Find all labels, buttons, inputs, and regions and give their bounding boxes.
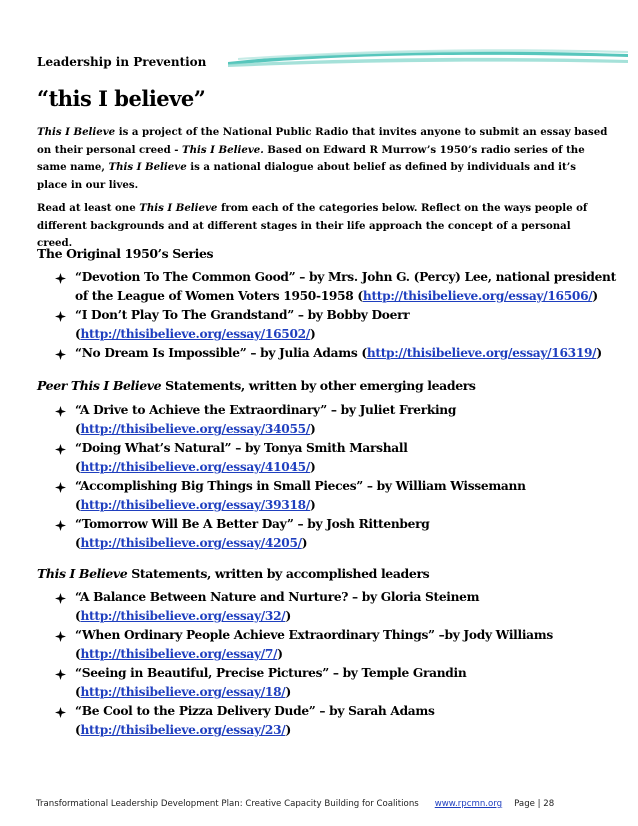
list-item xyxy=(55,702,620,740)
essay-text: “Doing What’s Natural” – by Tonya Smith Marshall ( xyxy=(75,441,408,474)
footer-url-link[interactable]: www.rpcmn.org xyxy=(434,799,503,809)
essay-link[interactable]: http://thisibelieve.org/essay/16502/ xyxy=(80,327,310,341)
diamond-bullet-icon xyxy=(55,349,66,360)
essay-list-original-series xyxy=(55,268,620,363)
intro-text-1: is a project of the National Public Radio that invites anyone to submit an essay based on their personal creed - xyxy=(37,126,608,156)
essay-text: “I Don’t Play To The Grandstand” – by Bobby Doerr ( xyxy=(75,308,410,341)
list-item xyxy=(55,268,620,306)
essay-text: “Be Cool to the Pizza Delivery Dude” – by Sarah Adams ( xyxy=(75,704,435,737)
essay-link[interactable]: http://thisibelieve.org/essay/16506/ xyxy=(362,289,593,303)
essay-list-accomplished-leaders xyxy=(55,588,620,740)
essay-list-peer-statements xyxy=(55,401,620,553)
diamond-bullet-icon xyxy=(55,406,66,417)
essay-text: “A Drive to Achieve the Extraordinary” – by Juliet Frerking ( xyxy=(75,403,457,436)
essay-close-paren: ) xyxy=(592,289,598,303)
header-title: Leadership in Prevention xyxy=(37,55,207,69)
section-heading-text: The Original 1950’s Series xyxy=(37,246,214,261)
intro-text-2: Based on Edward R Murrow’s 1950’s radio series of the same name, xyxy=(37,143,585,174)
intro-italic-1: This I Believe xyxy=(37,126,116,138)
section-heading-italic: Peer This I Believe xyxy=(37,378,162,393)
diamond-bullet-icon xyxy=(55,273,66,284)
intro-paragraph xyxy=(37,124,609,194)
footer-text: Transformational Leadership Development Plan: Creative Capacity Building for Coalitions xyxy=(36,799,419,809)
list-item xyxy=(55,626,620,664)
essay-close-paren: ) xyxy=(285,685,291,699)
essay-link[interactable]: http://thisibelieve.org/essay/18/ xyxy=(80,685,286,699)
intro-italic-2: This I Believe. xyxy=(182,143,264,156)
essay-link[interactable]: http://thisibelieve.org/essay/16319/ xyxy=(366,346,597,360)
essay-close-paren: ) xyxy=(309,460,316,474)
instructions-italic: This I Believe xyxy=(139,202,218,214)
essay-text: “Seeing in Beautiful, Precise Pictures” – by Temple Grandin ( xyxy=(75,666,467,699)
essay-link[interactable]: http://thisibelieve.org/essay/41045/ xyxy=(80,460,310,474)
essay-link[interactable]: http://thisibelieve.org/essay/7/ xyxy=(80,647,278,661)
footer-page-number: Page | 28 xyxy=(514,799,555,809)
essay-link[interactable]: http://thisibelieve.org/essay/39318/ xyxy=(80,498,310,512)
essay-close-paren: ) xyxy=(309,422,316,436)
intro-italic-3: This I Believe xyxy=(108,161,187,174)
list-item xyxy=(55,306,620,344)
essay-close-paren: ) xyxy=(596,346,602,360)
essay-close-paren: ) xyxy=(309,498,316,512)
essay-text: “Accomplishing Big Things in Small Pieces” – by William Wissemann ( xyxy=(75,479,526,512)
essay-link[interactable]: http://thisibelieve.org/essay/32/ xyxy=(80,609,286,623)
instructions-text-1: Read at least one xyxy=(37,202,140,214)
list-item xyxy=(55,515,620,553)
page-footer xyxy=(36,799,606,809)
diamond-bullet-icon xyxy=(55,482,66,493)
essay-close-paren: ) xyxy=(277,647,283,661)
section-heading-text: Statements, written by accomplished leaders xyxy=(127,566,430,581)
list-item xyxy=(55,439,620,477)
diamond-bullet-icon xyxy=(55,444,66,455)
section-heading-text: Statements, written by other emerging leaders xyxy=(161,378,476,393)
list-item xyxy=(55,664,620,702)
essay-link[interactable]: http://thisibelieve.org/essay/23/ xyxy=(80,723,286,737)
header-swoosh-decoration xyxy=(228,44,628,74)
section-heading-italic: This I Believe xyxy=(37,566,128,581)
essay-link[interactable]: http://thisibelieve.org/essay/34055/ xyxy=(80,422,310,436)
list-item xyxy=(55,401,620,439)
list-item xyxy=(55,344,620,363)
essay-close-paren: ) xyxy=(285,609,291,623)
diamond-bullet-icon xyxy=(55,593,66,604)
essay-text: “Tomorrow Will Be A Better Day” – by Josh Rittenberg ( xyxy=(75,517,430,550)
diamond-bullet-icon xyxy=(55,631,66,642)
essay-link[interactable]: http://thisibelieve.org/essay/4205/ xyxy=(80,536,302,550)
diamond-bullet-icon xyxy=(55,520,66,531)
list-item xyxy=(55,588,620,626)
essay-text: “A Balance Between Nature and Nurture? – by Gloria Steinem ( xyxy=(75,590,480,623)
list-item xyxy=(55,477,620,515)
page-title: “this I believe” xyxy=(37,86,206,111)
instructions-text-2: from each of the categories below. Reflect on the ways people of different backgrounds and at different stages in their life approach the concept of a personal creed. xyxy=(37,202,588,250)
essay-text: “No Dream Is Impossible” – by Julia Adams ( xyxy=(75,346,367,360)
instructions-paragraph xyxy=(37,200,609,253)
diamond-bullet-icon xyxy=(55,669,66,680)
essay-close-paren: ) xyxy=(285,723,291,737)
section-heading-original-series xyxy=(37,246,213,261)
diamond-bullet-icon xyxy=(55,707,66,718)
essay-close-paren: ) xyxy=(301,536,308,550)
essay-text: “Devotion To The Common Good” – by Mrs. John G. (Percy) Lee, national president of the League of Women Voters 1950-1958 ( xyxy=(75,270,616,303)
section-heading-accomplished-leaders xyxy=(37,566,429,581)
intro-text-3: is a national dialogue about belief as defined by individuals and it’s place in our lives. xyxy=(37,161,577,191)
diamond-bullet-icon xyxy=(55,311,66,322)
essay-text: “When Ordinary People Achieve Extraordinary Things” –by Jody Williams ( xyxy=(75,628,553,661)
section-heading-peer-statements xyxy=(37,378,476,393)
essay-close-paren: ) xyxy=(309,327,316,341)
